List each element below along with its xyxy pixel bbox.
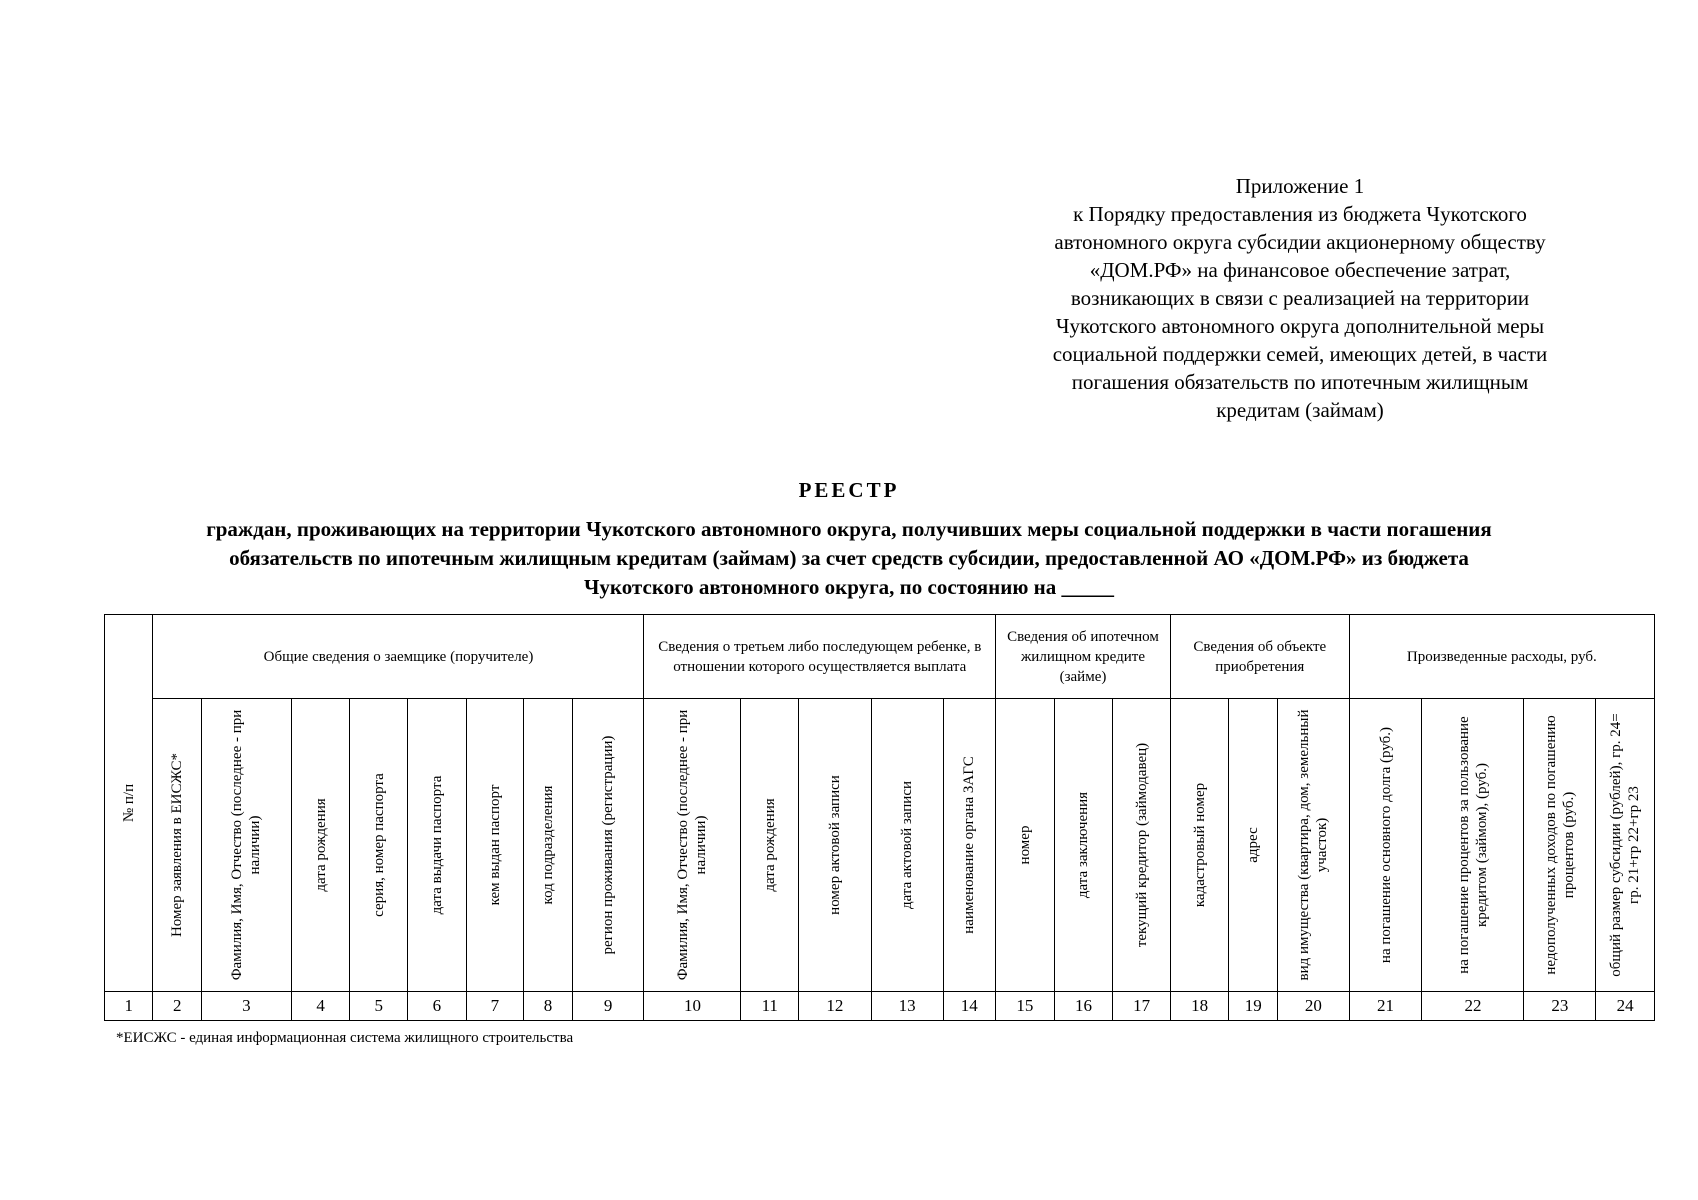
column-number: 4	[291, 992, 350, 1021]
appendix-line: погашения обязательств по ипотечным жилищным	[1071, 370, 1529, 394]
column-number: 5	[350, 992, 408, 1021]
column-header-text: Фамилия, Имя, Отчество (последнее - при наличии)	[229, 709, 264, 981]
appendix-line: Чукотского автономного округа дополнительной меры	[1055, 314, 1545, 338]
column-number: 23	[1524, 992, 1596, 1021]
column-header-text: дата актовой записи	[899, 780, 916, 910]
column-header-text: на погашение основного долга (руб.)	[1377, 726, 1394, 964]
column-number: 7	[466, 992, 524, 1021]
column-header-text: № п/п	[120, 783, 137, 823]
column-header	[644, 699, 741, 992]
column-header-text: дата рождения	[761, 798, 778, 892]
column-header	[524, 699, 572, 992]
group-header-borrower: Общие сведения о заемщике (поручителе)	[153, 615, 644, 699]
column-header-text: на погашение процентов за пользование кредитом (займом), (руб.)	[1455, 716, 1490, 974]
column-number: 2	[153, 992, 201, 1021]
appendix-line: возникающих в связи с реализацией на территории	[1070, 286, 1530, 310]
appendix-line: Приложение 1	[1235, 174, 1365, 198]
column-header-text: кадастровый номер	[1191, 782, 1208, 908]
column-header-text: серия, номер паспорта	[370, 773, 387, 917]
column-header	[1170, 699, 1229, 992]
column-number: 10	[644, 992, 741, 1021]
column-number: 6	[408, 992, 467, 1021]
column-header	[1113, 699, 1171, 992]
column-header-text: код подразделения	[539, 785, 556, 905]
column-header-text: регион проживания (регистрации)	[600, 735, 617, 955]
column-header	[1054, 699, 1113, 992]
table-column-header-row	[105, 699, 1655, 992]
column-header-text: недополученных доходов по погашению процентов (руб.)	[1542, 715, 1577, 975]
column-number: 24	[1596, 992, 1655, 1021]
column-number: 20	[1277, 992, 1349, 1021]
column-number: 1	[105, 992, 153, 1021]
appendix-line: социальной поддержки семей, имеющих детей, в части	[1052, 342, 1548, 366]
column-header-text: дата заключения	[1075, 791, 1092, 899]
column-header-text: общий размер субсидии (рублей), гр. 24= гр. 21+гр 22+гр 23	[1608, 713, 1643, 977]
column-header-text: номер актовой записи	[826, 775, 843, 915]
column-header-text: номер	[1016, 825, 1033, 865]
appendix-block	[1000, 172, 1600, 424]
column-number: 21	[1349, 992, 1422, 1021]
group-header-credit: Сведения об ипотечном жилищном кредите (займе)	[996, 615, 1171, 699]
document-title: РЕЕСТР	[798, 478, 900, 502]
appendix-line: кредитам (займам)	[1216, 398, 1384, 422]
column-header	[871, 699, 943, 992]
column-number: 11	[741, 992, 799, 1021]
column-header	[572, 699, 644, 992]
document-subtitle	[100, 515, 1598, 602]
column-number: 12	[799, 992, 872, 1021]
column-header	[466, 699, 524, 992]
column-header	[996, 699, 1055, 992]
footnote: *ЕИСЖС - единая информационная система жилищного строительства	[116, 1030, 574, 1046]
column-number: 13	[871, 992, 943, 1021]
column-number: 19	[1229, 992, 1277, 1021]
column-number: 3	[201, 992, 291, 1021]
column-header	[201, 699, 291, 992]
column-header	[408, 699, 467, 992]
column-number: 18	[1170, 992, 1229, 1021]
column-header	[1422, 699, 1524, 992]
group-header-object: Сведения об объекте приобретения	[1170, 615, 1349, 699]
column-number: 15	[996, 992, 1055, 1021]
column-header-text: текущий кредитор (займодавец)	[1133, 742, 1150, 948]
column-header	[1349, 699, 1422, 992]
column-number: 16	[1054, 992, 1113, 1021]
registry-table	[104, 614, 1655, 1021]
column-number: 17	[1113, 992, 1171, 1021]
column-header	[153, 699, 201, 992]
column-header-text: Фамилия, Имя, Отчество (последнее - при наличии)	[675, 709, 710, 981]
column-header	[1596, 699, 1655, 992]
column-header	[1229, 699, 1277, 992]
column-header	[1524, 699, 1596, 992]
column-header-text: вид имущества (квартира, дом, земельный участок)	[1296, 709, 1331, 981]
subtitle-line: Чукотского автономного округа, по состоянию на _____	[583, 575, 1115, 599]
group-header-expenses: Произведенные расходы, руб.	[1349, 615, 1654, 699]
column-header-text: адрес	[1245, 827, 1262, 863]
column-header	[1277, 699, 1349, 992]
column-header	[799, 699, 872, 992]
group-header-child: Сведения о третьем либо последующем ребенке, в отношении которого осуществляется выплата	[644, 615, 996, 699]
column-header-text: дата выдачи паспорта	[428, 775, 445, 915]
subtitle-line: граждан, проживающих на территории Чукотского автономного округа, получивших меры социальной поддержки в части погашения	[206, 517, 1492, 541]
column-header	[350, 699, 408, 992]
column-header-text: наименование органа ЗАГС	[961, 756, 978, 934]
column-header	[291, 699, 350, 992]
table-group-header-row	[105, 615, 1655, 699]
appendix-line: «ДОМ.РФ» на финансовое обеспечение затрат,	[1089, 258, 1511, 282]
column-header-text: кем выдан паспорт	[486, 784, 503, 906]
column-header	[943, 699, 996, 992]
column-header	[741, 699, 799, 992]
column-header-text: дата рождения	[312, 798, 329, 892]
column-number-row	[105, 992, 1655, 1021]
column-header	[105, 615, 153, 992]
column-number: 14	[943, 992, 996, 1021]
subtitle-line: обязательств по ипотечным жилищным кредитам (займам) за счет средств субсидии, предоставленной АО «ДОМ.РФ» из бюджета	[229, 546, 1469, 570]
column-number: 22	[1422, 992, 1524, 1021]
column-number: 9	[572, 992, 644, 1021]
column-number: 8	[524, 992, 572, 1021]
appendix-line: автономного округа субсидии акционерному обществу	[1054, 230, 1546, 254]
appendix-line: к Порядку предоставления из бюджета Чукотского	[1073, 202, 1527, 226]
column-header-text: Номер заявления в ЕИСЖС*	[169, 752, 186, 938]
